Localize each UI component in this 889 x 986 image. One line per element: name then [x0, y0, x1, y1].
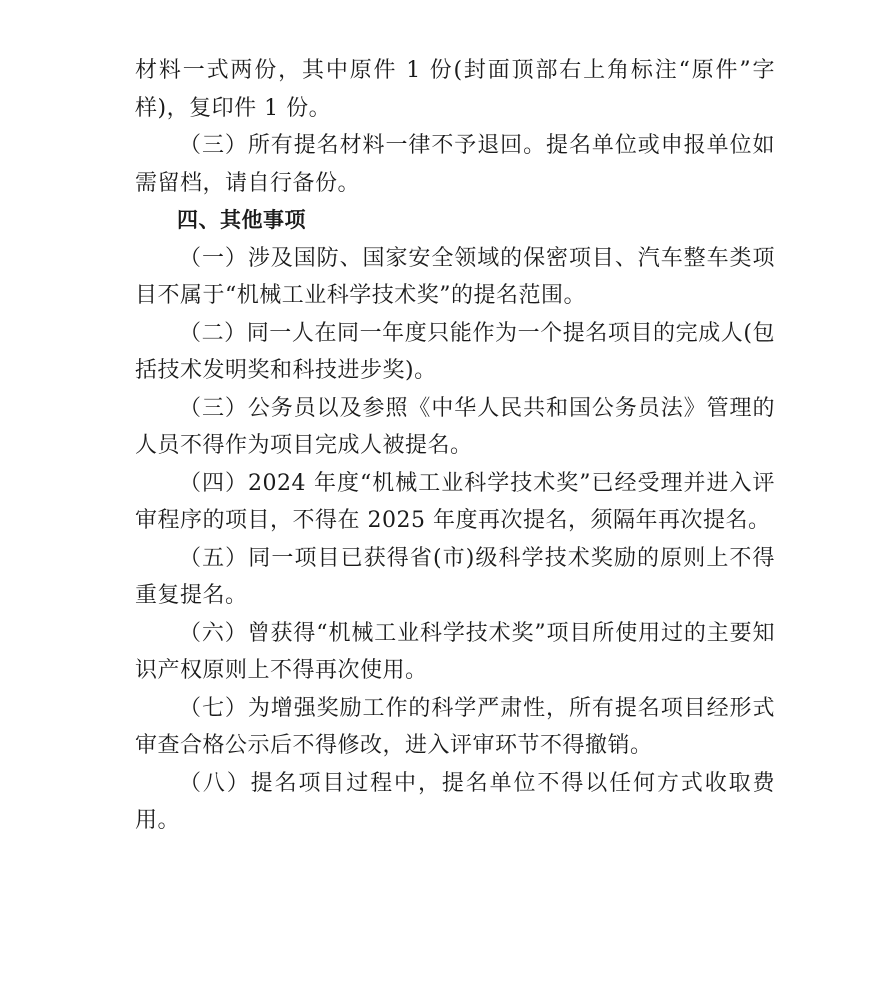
paragraph-item-1: （一）涉及国防、国家安全领域的保密项目、汽车整车类项目不属于“机械工业科学技术奖”的提名范围。 [135, 245, 775, 308]
paragraph-item-5: （五）同一项目已获得省(市)级科学技术奖励的原则上不得重复提名。 [135, 545, 775, 608]
paragraph-item-4: （四）2024 年度“机械工业科学技术奖”已经受理并进入评审程序的项目，不得在 2025 年度再次提名，须隔年再次提名。 [135, 470, 775, 533]
paragraph-item-3: （三）公务员以及参照《中华人民共和国公务员法》管理的人员不得作为项目完成人被提名。 [135, 395, 775, 458]
paragraph-item-7: （七）为增强奖励工作的科学严肃性，所有提名项目经形式审查合格公示后不得修改，进入评审环节不得撤销。 [135, 695, 775, 758]
paragraph-materials-copies: 材料一式两份，其中原件 1 份(封面顶部右上角标注“原件”字样)，复印件 1 份。 [135, 58, 775, 121]
paragraph-item-6: （六）曾获得“机械工业科学技术奖”项目所使用过的主要知识产权原则上不得再次使用。 [135, 620, 775, 683]
paragraph-item-8: （八）提名项目过程中，提名单位不得以任何方式收取费用。 [135, 770, 775, 833]
paragraph-no-return: （三）所有提名材料一律不予退回。提名单位或申报单位如需留档，请自行备份。 [135, 133, 775, 196]
document-body [135, 52, 775, 840]
section-heading-other-matters: 四、其他事项 [177, 208, 306, 232]
paragraph-item-2: （二）同一人在同一年度只能作为一个提名项目的完成人(包括技术发明奖和科技进步奖)。 [135, 320, 775, 383]
